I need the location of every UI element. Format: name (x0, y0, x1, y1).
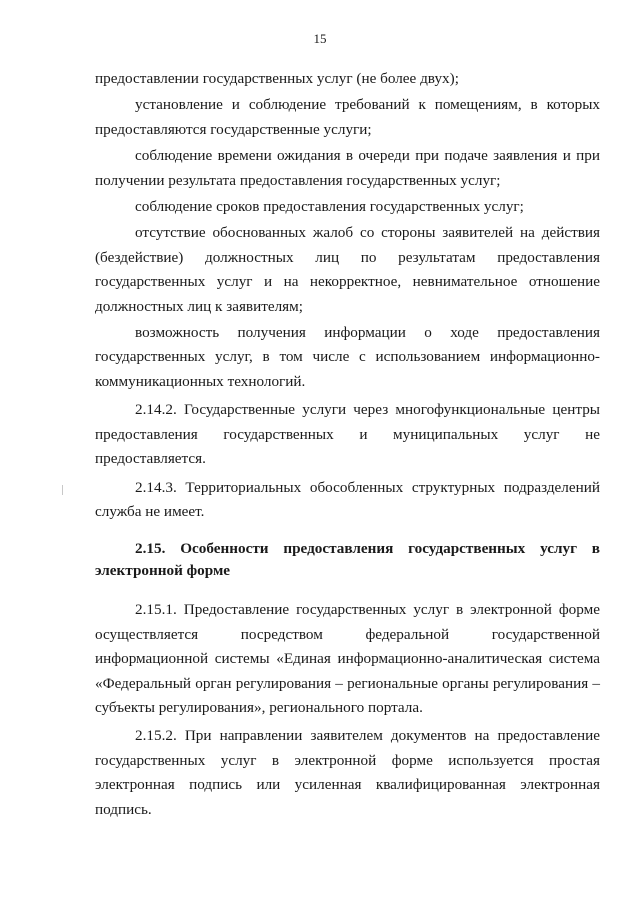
paragraph-2-15-2: 2.15.2. При направлении заявителем документов на предоставление государственных услуг в электронной форме используется простая электронная подпись или усиленная квалифицированная электронная подпись. (95, 727, 600, 818)
page-number: 15 (313, 31, 327, 46)
margin-mark (62, 485, 63, 495)
paragraph-premises-requirements: установление и соблюдение требований к помещениям, в которых предоставляются государственные услуги; (95, 96, 600, 138)
paragraph-waiting-time: соблюдение времени ожидания в очереди при подаче заявления и при получении результата предоставления государственных услуг; (95, 147, 600, 189)
paragraph-2-15-1: 2.15.1. Предоставление государственных услуг в электронной форме осуществляется посредством федеральной государственной информационной системы «Единая информационно-аналитическая система «Федеральный орган регулирования – региональные органы регулирования – субъекты регулирования», регионального портала. (95, 601, 600, 716)
paragraph-deadlines: соблюдение сроков предоставления государственных услуг; (135, 198, 524, 216)
section-heading-2-15: 2.15. Особенности предоставления государственных услуг в электронной форме (95, 540, 600, 580)
paragraph-2-14-3: 2.14.3. Территориальных обособленных структурных подразделений служба не имеет. (95, 478, 600, 520)
document-body (95, 67, 600, 824)
paragraph-complaints: отсутствие обоснованных жалоб со стороны заявителей на действия (бездействие) должностных лиц по результатам предоставления государственных услуг и на некорректное, невнимательное отношение должностных лиц к заявителям; (95, 224, 600, 315)
paragraph-information-access: возможность получения информации о ходе предоставления государственных услуг, в том числе с использованием информационно-коммуникационных технологий. (95, 324, 600, 390)
paragraph-2-14-2: 2.14.2. Государственные услуги через многофункциональные центры предоставления государственных и муниципальных услуг не предоставляется. (95, 401, 600, 468)
paragraph-continuation: предоставлении государственных услуг (не более двух); (95, 70, 459, 87)
